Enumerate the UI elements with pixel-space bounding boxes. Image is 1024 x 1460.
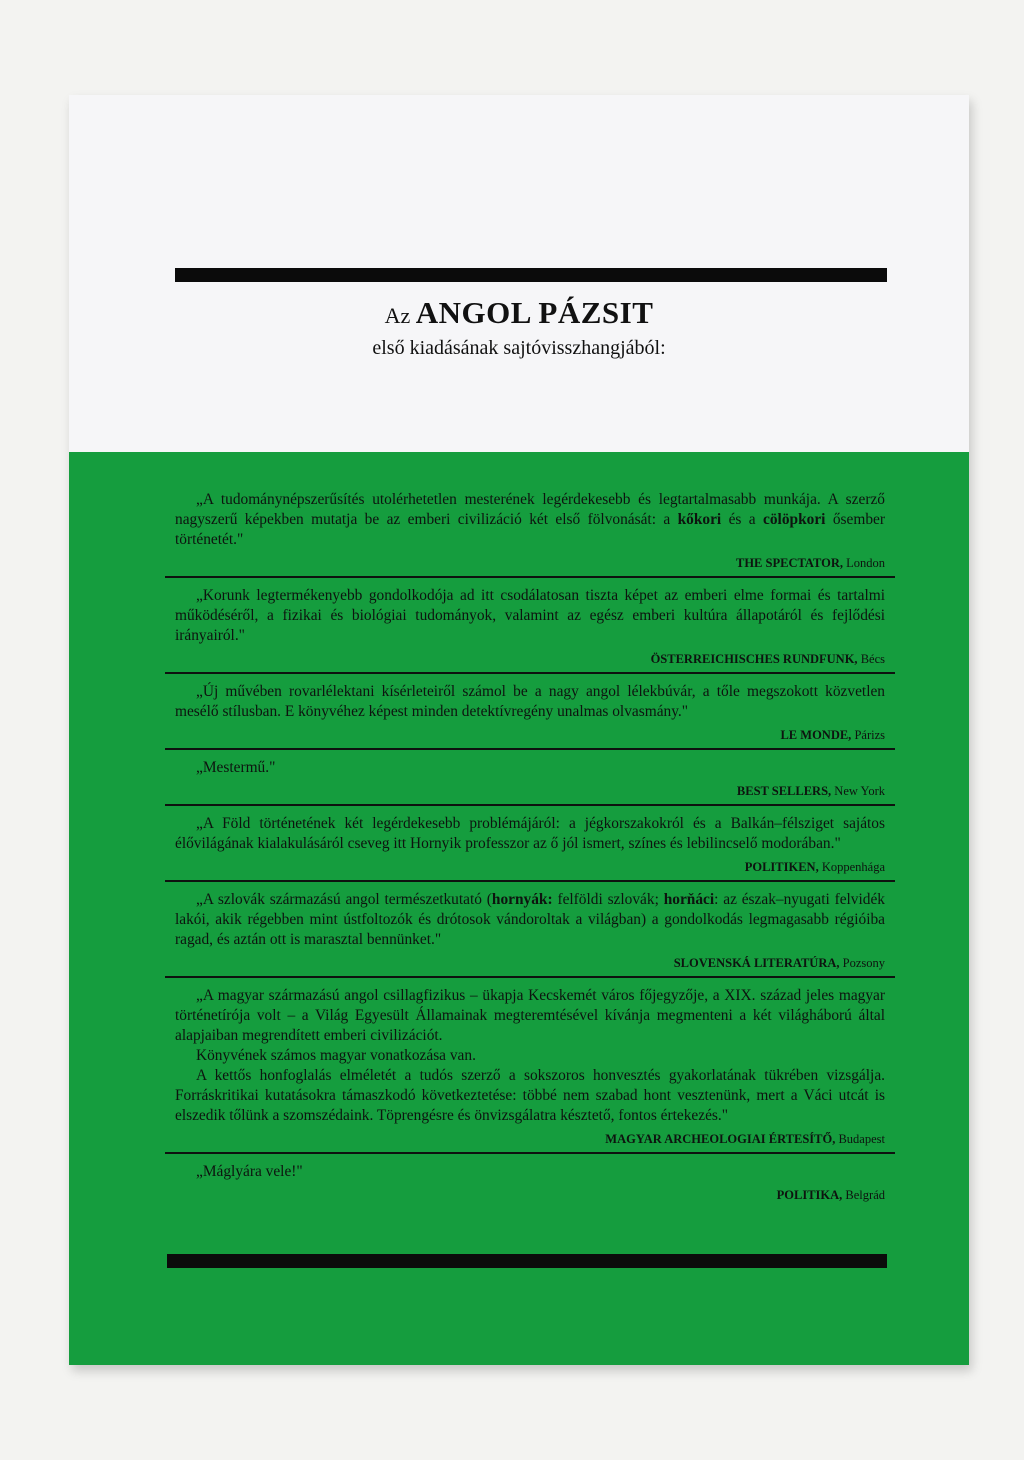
- review-source: [175, 726, 885, 744]
- quote-text: „Máglyára vele!": [196, 1163, 303, 1180]
- quote-text: felföldi szlovák;: [552, 891, 664, 908]
- review-source: [175, 1186, 885, 1204]
- publication-name: LE MONDE,: [780, 728, 852, 742]
- review-divider: [165, 976, 895, 978]
- emphasized-term: horňáci: [663, 891, 715, 908]
- review-item: [175, 490, 885, 578]
- publication-city: Bécs: [857, 652, 885, 666]
- review-item: [175, 890, 885, 978]
- publication-city: London: [842, 556, 885, 570]
- publication-name: THE SPECTATOR,: [736, 556, 843, 570]
- publication-name: BEST SELLERS,: [736, 784, 832, 798]
- review-divider: [165, 672, 895, 674]
- cover-top-panel: [69, 95, 969, 452]
- publication-name: ÖSTERREICHISCHES RUNDFUNK,: [650, 652, 858, 666]
- publication-name: SLOVENSKÁ LITERATÚRA,: [673, 956, 840, 970]
- review-source: [175, 858, 885, 876]
- cover-title: [69, 295, 969, 331]
- press-reviews: [175, 490, 885, 1204]
- review-item: [175, 814, 885, 882]
- book-title: ANGOL PÁZSIT: [415, 295, 654, 330]
- review-item: [175, 586, 885, 674]
- review-source: [175, 954, 885, 972]
- publication-city: Párizs: [851, 728, 885, 742]
- review-quote: [175, 986, 885, 1046]
- review-divider: [165, 748, 895, 750]
- top-thick-rule: [175, 268, 887, 282]
- cover-subtitle: első kiadásának sajtóvisszhangjából:: [372, 337, 666, 359]
- quote-text: „Korunk legtermékenyebb gondolkodója ad itt csodálatosan tiszta képet az emberi elme formai és tartalmi működéséről, a fizikai és biológiai tudományok, valamint az egész emberi kultúra állapotáról és fejlődési irányairól.": [175, 587, 885, 644]
- review-quote: [175, 1162, 885, 1182]
- publication-city: Koppenhága: [818, 860, 885, 874]
- review-item: [175, 682, 885, 750]
- publication-city: Pozsony: [839, 956, 885, 970]
- review-source: [175, 782, 885, 800]
- quote-text: és a: [721, 511, 764, 528]
- book-back-cover: [69, 95, 969, 1365]
- quote-text: ősember történetét.": [175, 511, 885, 548]
- review-divider: [165, 1152, 895, 1154]
- review-divider: [165, 804, 895, 806]
- review-quote: [175, 586, 885, 646]
- emphasized-term: cölöpkori: [763, 511, 826, 528]
- review-source: [175, 1130, 885, 1148]
- emphasized-term: kőkori: [677, 511, 722, 528]
- review-divider: [165, 880, 895, 882]
- quote-text: „A magyar származású angol csillagfizikus – ükapja Kecskemét város főjegyzője, a XIX. század jeles magyar történetírója volt – a Világ Egyesült Államainak megteremtésével kívánja megmenteni a két világháború által alapjaiban megrendített emberi civilizációt.: [175, 987, 885, 1044]
- review-quote: [175, 890, 885, 950]
- publication-name: POLITIKA,: [776, 1188, 843, 1202]
- review-quote: [175, 682, 885, 722]
- review-quote-paragraph: A kettős honfoglalás elméletét a tudós szerző a sokszoros honvesztés gyakorlatának tükrében vizsgálja. Forráskritikai kutatásokra támaszkodó következtetése: többé nem szabad hont vesztenünk, mert a Váci utcát is elszedik tőlünk a szomszédaink. Töprengésre és önvizsgálatra késztető, fontos értekezés.": [175, 1067, 885, 1124]
- quote-text: : az észak–nyugati felvidék lakói, akik régebben mint ústfoltozók és drótosok vándoroltak a világban) a gondolkodás legmagasabb régióiba ragad, és aztán ott is marasztal bennünket.": [175, 891, 885, 948]
- review-item: [175, 986, 885, 1154]
- quote-text: „A Föld történetének két legérdekesebb problémájáról: a jégkorszakokról és a Balkán–félsziget sajátos élővilágának kialakulásáról cseveg itt Hornyik professzor az ő jól ismert, színes és lebilincselő modorában.": [175, 815, 885, 852]
- emphasized-term: hornyák:: [491, 891, 553, 908]
- publication-city: Budapest: [835, 1132, 885, 1146]
- review-quote: [175, 758, 885, 778]
- review-source: [175, 650, 885, 668]
- quote-text: „A szlovák származású angol természetkutató (: [196, 891, 492, 908]
- review-quote-paragraph: Könyvének számos magyar vonatkozása van.: [196, 1047, 476, 1064]
- review-divider: [165, 576, 895, 578]
- publication-name: MAGYAR ARCHEOLOGIAI ÉRTESÍTŐ,: [605, 1132, 836, 1146]
- review-item: [175, 1162, 885, 1204]
- quote-text: „Mestermű.": [196, 759, 276, 776]
- quote-text: „Új művében rovarlélektani kísérleteiről számol be a nagy angol lélekbúvár, a tőle megszokott közvetlen mesélő stílusban. E könyvéhez képest minden detektívregény unalmas olvasmány.": [175, 683, 885, 720]
- bottom-thick-rule: [167, 1254, 887, 1268]
- publication-city: New York: [831, 784, 885, 798]
- publication-city: Belgrád: [842, 1188, 885, 1202]
- review-quote: [175, 490, 885, 550]
- review-item: [175, 758, 885, 806]
- review-quote: [175, 814, 885, 854]
- publication-name: POLITIKEN,: [744, 860, 819, 874]
- quote-text: „A tudománynépszerűsítés utolérhetetlen mesterének legérdekesebb és legtartalmasabb munkája. A szerző nagyszerű képekben mutatja be az emberi civilizáció két első fölvonását: a: [175, 491, 885, 528]
- review-source: [175, 554, 885, 572]
- title-prefix: Az: [384, 303, 411, 328]
